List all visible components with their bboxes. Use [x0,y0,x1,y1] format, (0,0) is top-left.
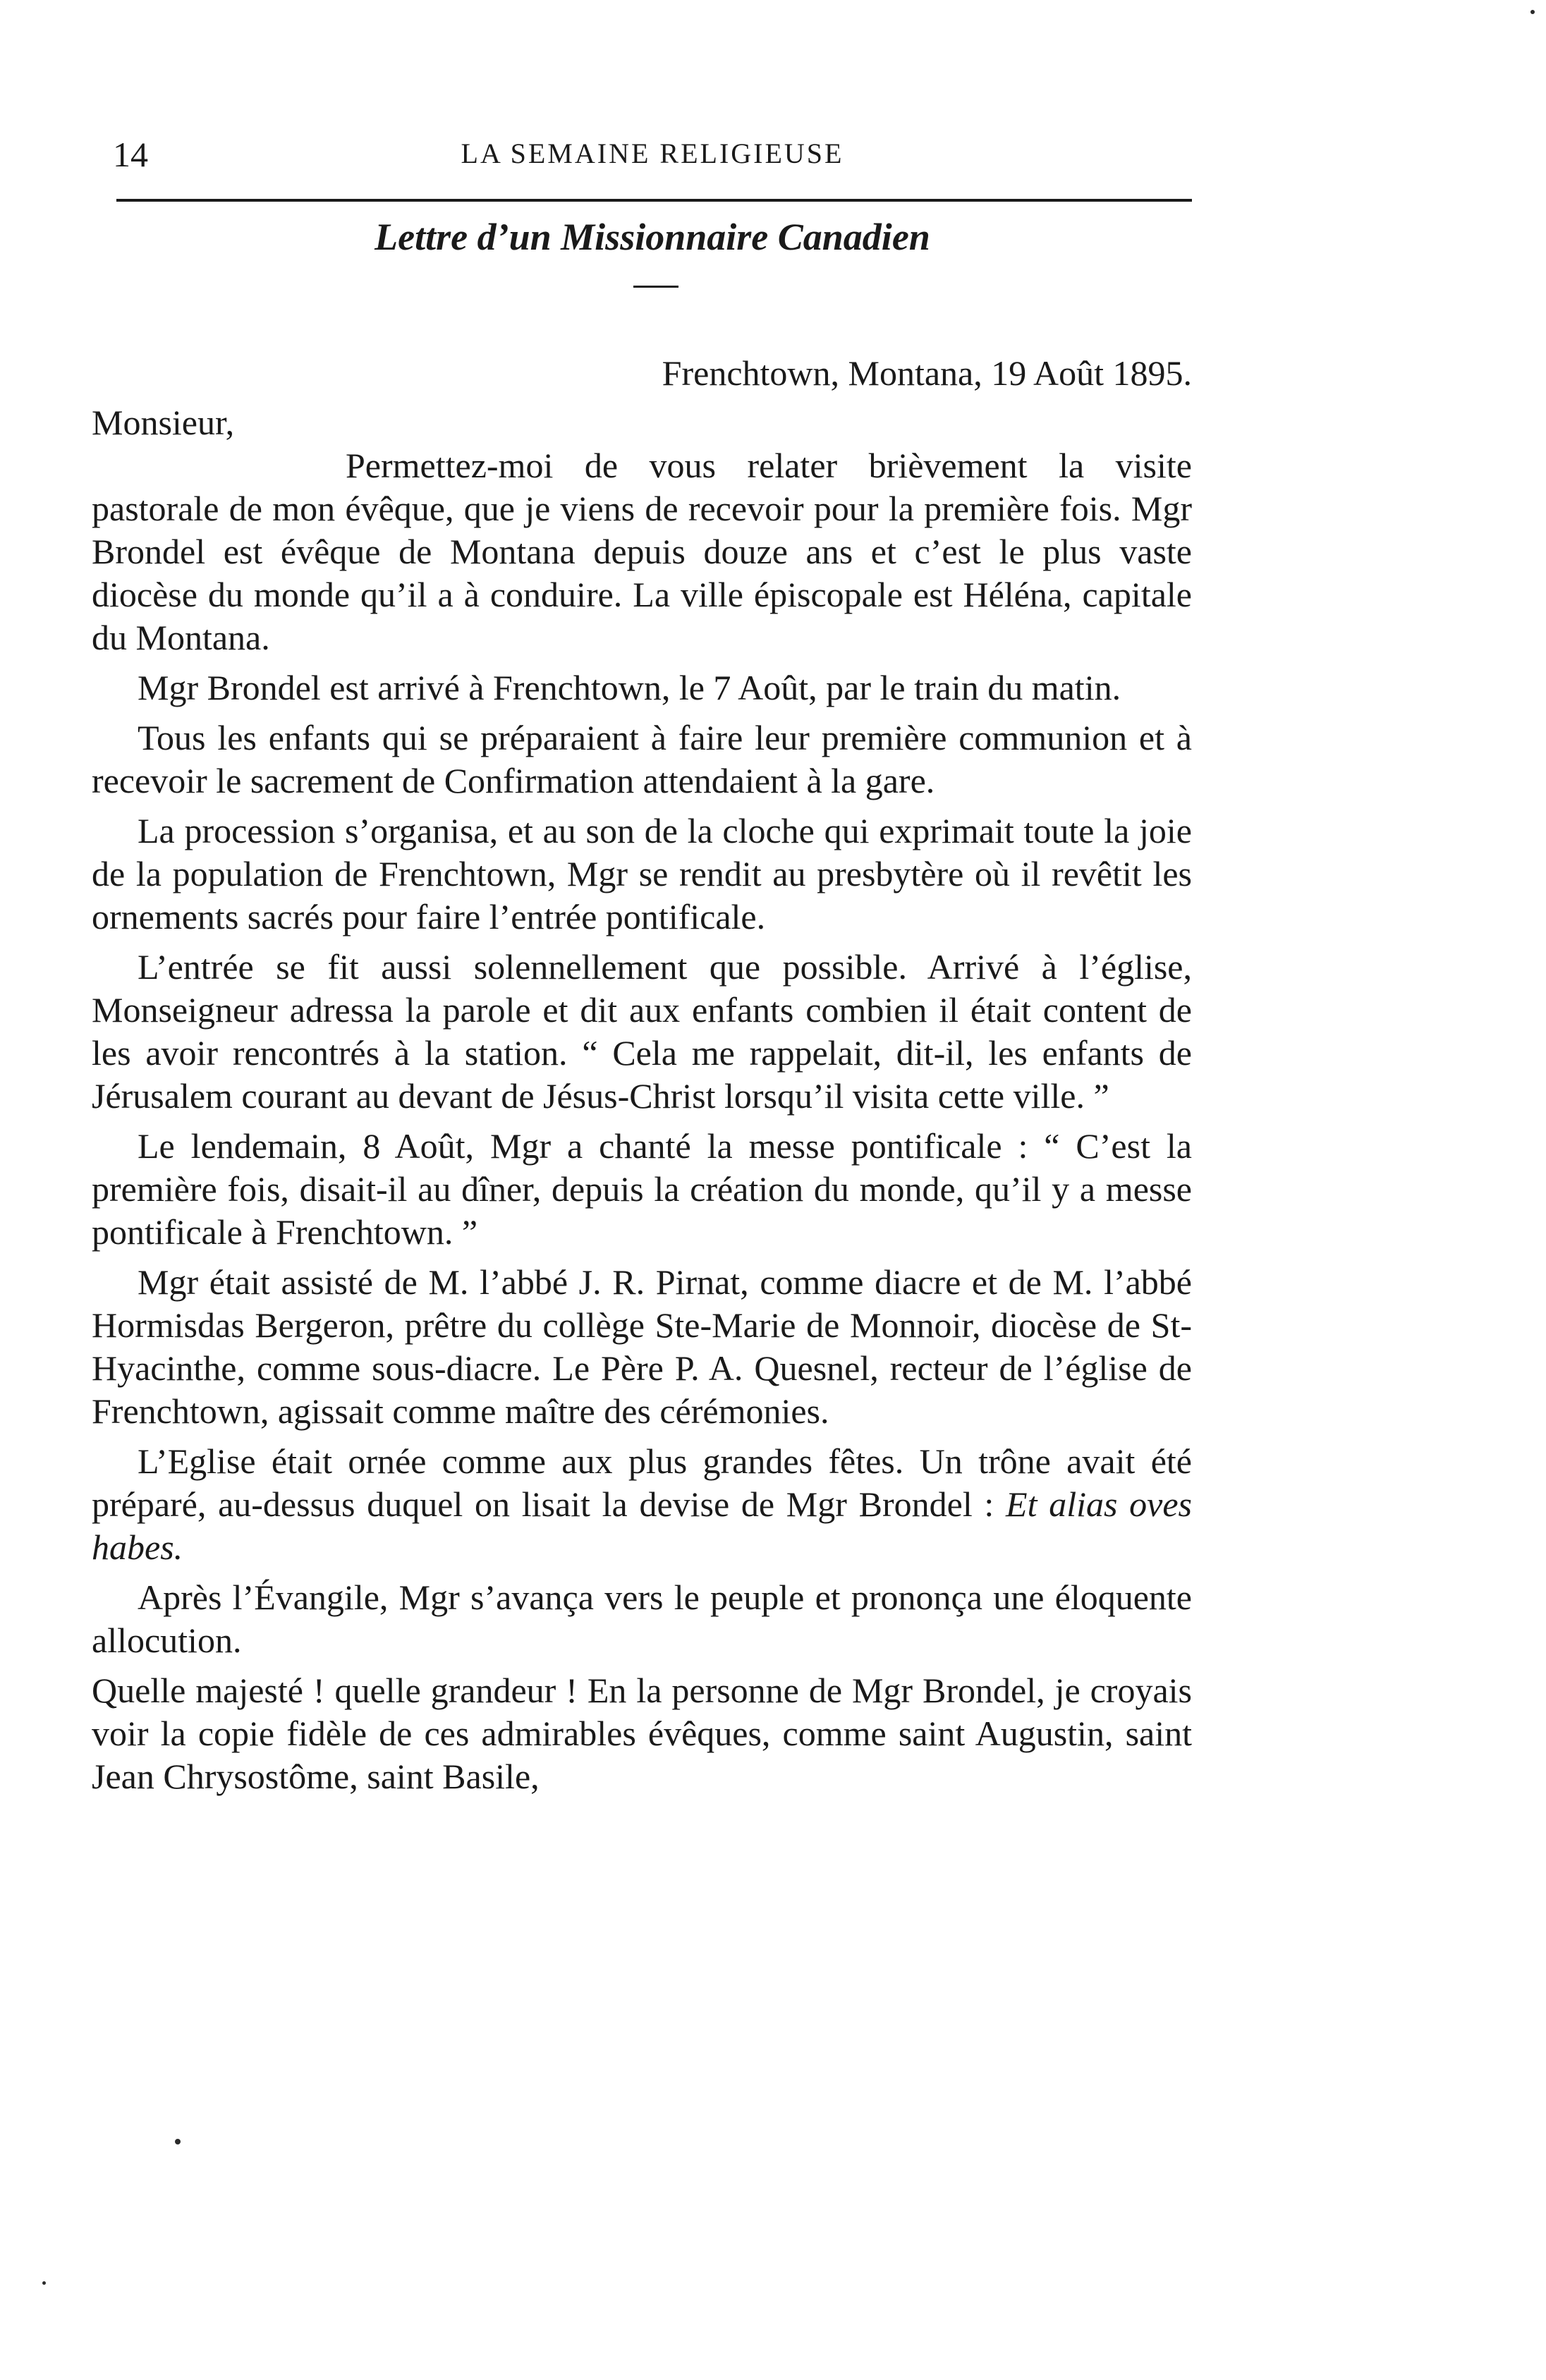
paragraph-6: Le lendemain, 8 Août, Mgr a chanté la messe pontificale : “ C’est la première fois, disait-il au dîner, depuis la création du monde, qu’il y a messe pontificale à Frenchtown. ” [92,1126,1192,1252]
journal-title: LA SEMAINE RELIGIEUSE [461,138,844,169]
paragraph-10: Quelle majesté ! quelle grandeur ! En la personne de Mgr Brondel, je croyais voir la copie fidèle de ces admirables évêques, comme saint Augustin, saint Jean Chrysostôme, saint Basile, [92,1671,1192,1796]
title-separator-dash [633,286,678,288]
paragraph-7: Mgr était assisté de M. l’abbé J. R. Pirnat, comme diacre et de M. l’abbé Hormisdas Bergeron, prêtre du collège Ste-Marie de Monnoir, diocèse de St-Hyacinthe, comme sous-diacre. Le Père P. A. Quesnel, recteur de l’église de Frenchtown, agissait comme maître des cérémonies. [92,1262,1192,1431]
header-rule [116,199,1192,202]
running-head [113,134,1192,183]
ink-speck [42,2281,46,2285]
letter-body [92,444,1192,1805]
dateline: Frenchtown, Montana, 19 Août 1895. [662,353,1192,393]
ink-speck [175,2139,181,2144]
paragraph-1: Permettez-moi de vous relater brièvement la visite pastorale de mon évêque, que je viens de recevoir pour la première fois. Mgr Brondel est évêque de Montana depuis douze ans et c’est le plus vaste diocèse du monde qu’il a à conduire. La ville épiscopale est Héléna, capitale du Montana. [92,446,1192,657]
ink-speck [1530,10,1535,14]
paragraph-5: L’entrée se fit aussi solennellement que possible. Arrivé à l’église, Monseigneur adressa la parole et dit aux enfants combien il était content de les avoir rencontrés à la station. “ Cela me rappelait, dit-il, les enfants de Jérusalem courant au devant de Jésus-Christ lorsqu’il visita cette ville. ” [92,947,1192,1116]
salutation: Monsieur, [92,403,235,442]
paragraph-8 [92,1440,1192,1569]
page-number: 14 [113,135,148,174]
paragraph-9: Après l’Évangile, Mgr s’avança vers le peuple et prononça une éloquente allocution. [92,1577,1192,1660]
paragraph-4: La procession s’organisa, et au son de la cloche qui exprimait toute la joie de la population de Frenchtown, Mgr se rendit au presbytère où il revêtit les ornements sacrés pour faire l’entrée pontificale. [92,811,1192,936]
paragraph-2: Mgr Brondel est arrivé à Frenchtown, le 7 Août, par le train du matin. [138,668,1121,707]
article-title: Lettre d’un Missionnaire Canadien [375,216,930,258]
paragraph-8-text: L’Eglise était ornée comme aux plus grandes fêtes. Un trône avait été préparé, au-dessus duquel on lisait la devise de Mgr Brondel : [92,1441,1192,1524]
paragraph-3: Tous les enfants qui se préparaient à faire leur première communion et à recevoir le sacrement de Confirmation attendaient à la gare. [92,718,1192,800]
bishop-motto: Et alias oves habes. [92,1484,1192,1567]
